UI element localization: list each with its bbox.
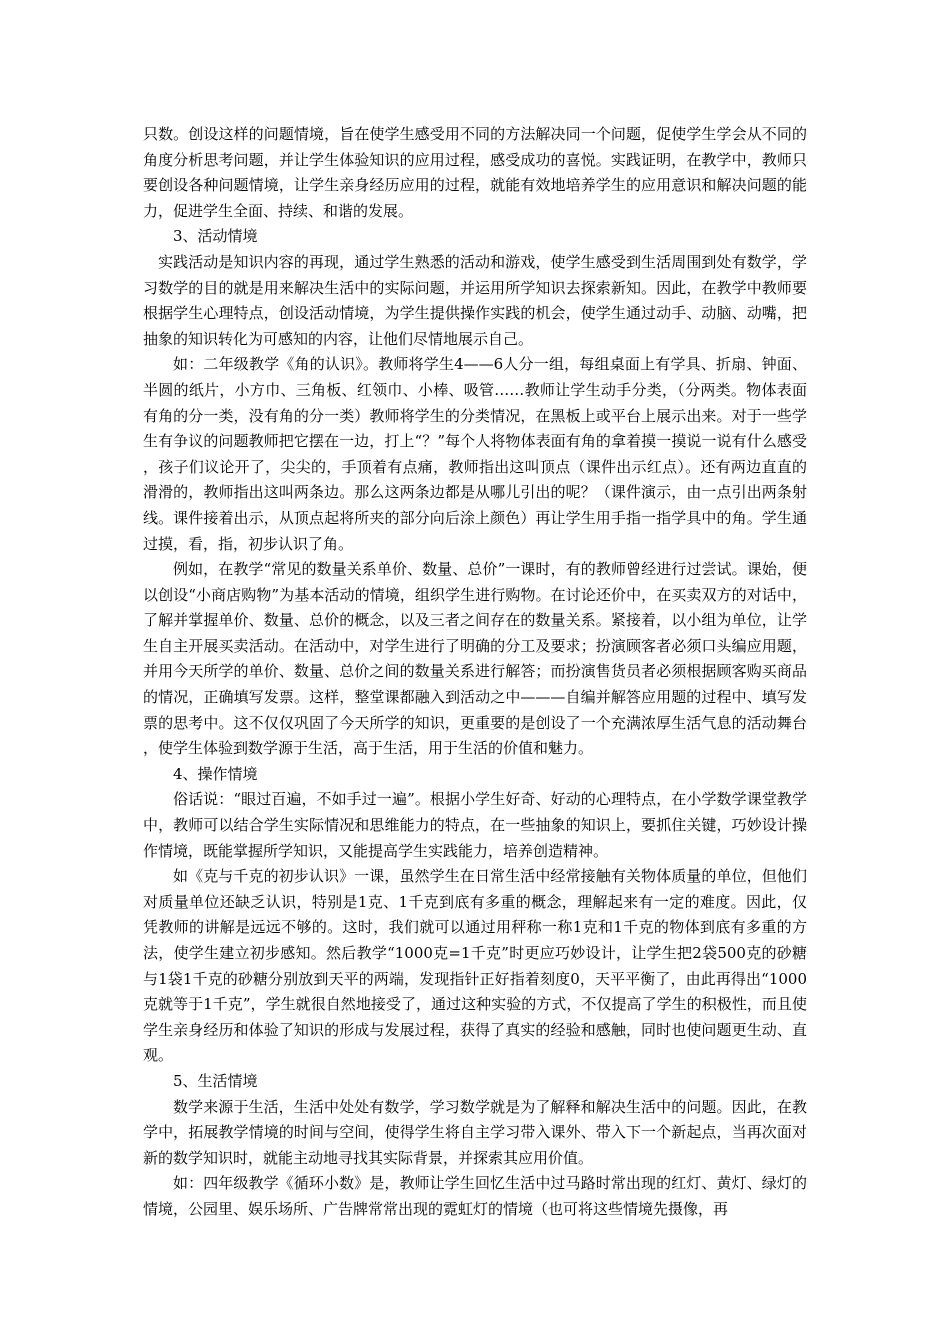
heading-operation-situation: 4、操作情境 bbox=[173, 764, 258, 783]
heading-life-situation: 5、生活情境 bbox=[173, 1071, 258, 1090]
paragraph-life-intro: 数学来源于生活，生活中处处有数学，学习数学就是为了解释和解决生活中的问题。因此，在教学中，拓展教学情境的时间与空间，使得学生将自主学习带入课外、带入下一个新起点，当再次面对新的数学知识时，就能主动地寻找其实际背景，并探索其应用价值。 bbox=[143, 1097, 807, 1167]
paragraph-problem-situation-end: 只数。创设这样的问题情境，旨在使学生感受用不同的方法解决同一个问题，促使学生学会从不同的角度分析思考问题，并让学生体验知识的应用过程，感受成功的喜悦。实践证明，在教学中，教师只要创设各种问题情境，让学生亲身经历应用的过程，就能有效地培养学生的应用意识和解决问题的能力，促进学生全面、持续、和谐的发展。 bbox=[143, 125, 807, 220]
paragraph-repeating-decimal-example: 如：四年级教学《循环小数》是，教师让学生回忆生活中过马路时常出现的红灯、黄灯、绿灯的情境，公园里、娱乐场所、广告牌常常出现的霓虹灯的情境（也可将这些情境先摄像，再 bbox=[143, 1174, 807, 1218]
document-page bbox=[143, 122, 807, 1223]
heading-activity-situation: 3、活动情境 bbox=[173, 227, 258, 246]
paragraph-activity-intro: 实践活动是知识内容的再现，通过学生熟悉的活动和游戏，使学生感受到生活周围到处有数学，学习数学的目的就是用来解决生活中的实际问题，并运用所学知识去探索新知。因此，在教学中教师要根据学生心理特点，创设活动情境，为学生提供操作实践的机会，使学生通过动手、动脑、动嘴，把抽象的知识转化为可感知的内容，让他们尽情地展示自己。 bbox=[143, 252, 807, 348]
paragraph-gram-kilogram-example: 如《克与千克的初步认识》一课，虽然学生在日常生活中经常接触有关物体质量的单位，但他们对质量单位还缺乏认识，特别是1克、1千克到底有多重的概念，理解起来有一定的难度。因此，仅凭教师的讲解是远远不够的。这时，我们就可以通过用秤称一称1克和1千克的物体到底有多重的方法，使学生建立初步感知。然后教学“1000克=1千克”时更应巧妙设计，让学生把2袋500克的砂糖与1袋1千克的砂糖分别放到天平的两端，发现指针正好指着刻度0，天平平衡了，由此再得出“1000克就等于1千克”，学生就很自然地接受了，通过这种实验的方式，不仅提高了学生的积极性，而且使学生亲身经历和体验了知识的形成与发展过程，获得了真实的经验和感触，同时也使问题更生动、直观。 bbox=[143, 867, 807, 1065]
paragraph-angle-example: 如：二年级教学《角的认识》。教师将学生4——6人分一组，每组桌面上有学具、折扇、钟面、半圆的纸片，小方巾、三角板、红领巾、小棒、吸管……教师让学生动手分类，（分两类。物体表面有角的分一类，没有角的分一类）教师将学生的分类情况，在黑板上或平台上展示出来。对于一些学生有争议的问题教师把它摆在一边，打上“？”每个人将物体表面有角的拿着摸一摸说一说有什么感受，孩子们议论开了，尖尖的，手顶着有点痛，教师指出这叫顶点（课件出示红点）。还有两边直直的滑滑的，教师指出这叫两条边。那么这两条边都是从哪儿引出的呢？（课件演示，由一点引出两条射线。课件接着出示，从顶点起将所夹的部分向后涂上颜色）再让学生用手指一指学具中的角。学生通过摸，看，指，初步认识了角。 bbox=[143, 355, 807, 553]
paragraph-operation-intro: 俗话说：“眼过百遍，不如手过一遍”。根据小学生好奇、好动的心理特点，在小学数学课堂教学中，教师可以结合学生实际情况和思维能力的特点，在一些抽象的知识上，要抓住关键，巧妙设计操作情境，既能掌握所学知识，又能提高学生实践能力，培养创造精神。 bbox=[143, 790, 807, 860]
paragraph-shop-example: 例如，在教学“常见的数量关系单价、数量、总价”一课时，有的教师曾经进行过尝试。课始，便以创设“小商店购物”为基本活动的情境，组织学生进行购物。在讨论还价中，在买卖双方的对话中，了解并掌握单价、数量、总价的概念，以及三者之间存在的数量关系。紧接着，以小组为单位，让学生自主开展买卖活动。在活动中，对学生进行了明确的分工及要求；扮演顾客者必须口头编应用题，并用今天所学的单价、数量、总价之间的数量关系进行解答；而扮演售货员者必须根据顾客购买商品的情况，正确填写发票。这样，整堂课都融入到活动之中———自编并解答应用题的过程中、填写发票的思考中。这不仅仅巩固了今天所学的知识，更重要的是创设了一个充满浓厚生活气息的活动舞台，使学生体验到数学源于生活，高于生活，用于生活的价值和魅力。 bbox=[143, 560, 807, 758]
